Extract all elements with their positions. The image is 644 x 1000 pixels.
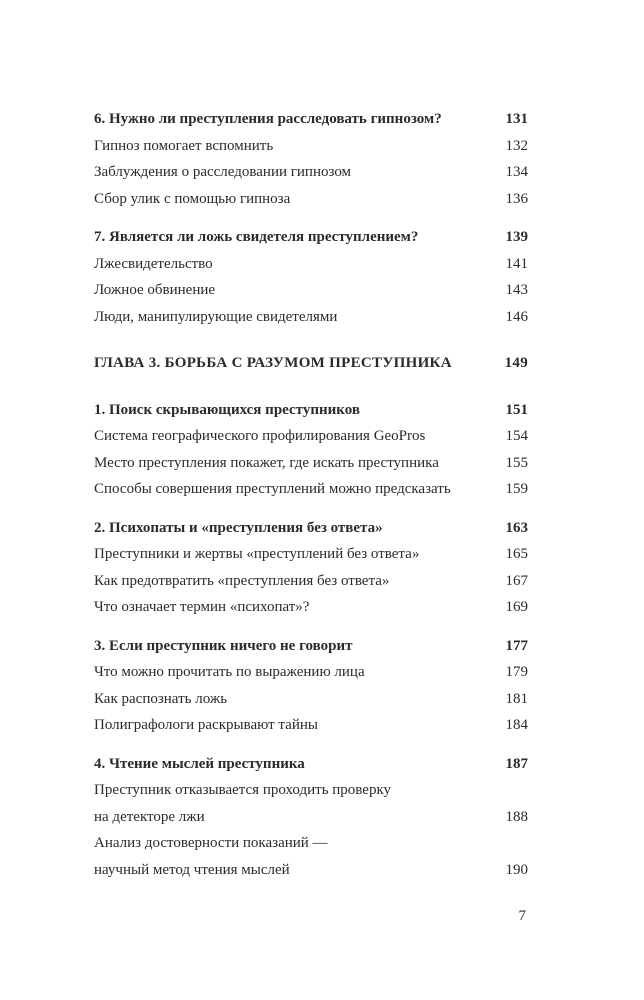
toc-page-number: 136 bbox=[505, 190, 528, 207]
toc-page-number: 149 bbox=[504, 355, 528, 371]
toc-page-number: 190 bbox=[505, 861, 528, 878]
toc-entry bbox=[94, 659, 528, 686]
toc-section-heading bbox=[94, 633, 528, 660]
toc-entry-title: 3. Если преступник ничего не говорит bbox=[94, 637, 353, 654]
toc-page-number: 167 bbox=[505, 572, 528, 589]
toc-page-number: 179 bbox=[505, 664, 528, 680]
toc-page-number: 169 bbox=[505, 599, 528, 615]
toc-section-heading bbox=[94, 397, 528, 424]
toc-entry bbox=[94, 541, 528, 568]
toc-entry bbox=[94, 450, 528, 477]
toc-entry bbox=[94, 568, 528, 595]
toc-section-heading bbox=[94, 106, 528, 133]
toc-entry bbox=[94, 830, 528, 883]
toc-page-number: 188 bbox=[505, 808, 528, 825]
toc-section-heading bbox=[94, 224, 528, 251]
toc-entry bbox=[94, 594, 528, 621]
spacer bbox=[94, 330, 528, 350]
toc-entry-title: Как распознать ложь bbox=[94, 690, 228, 707]
spacer bbox=[94, 377, 528, 397]
toc-page-number: 146 bbox=[505, 308, 528, 325]
toc-entry-title: Как предотвратить «преступления без ответа» bbox=[94, 572, 390, 589]
toc-page-number: 143 bbox=[505, 282, 528, 298]
toc-section-heading bbox=[94, 515, 528, 542]
toc-page-number: 139 bbox=[505, 229, 528, 245]
toc-entry-line: Анализ достоверности показаний — bbox=[94, 835, 328, 851]
toc-entry-title: Способы совершения преступлений можно предсказать bbox=[94, 481, 451, 497]
toc-page-number: 163 bbox=[505, 519, 528, 536]
toc-page-number: 141 bbox=[505, 255, 528, 272]
toc-entry bbox=[94, 304, 528, 331]
toc-entry-title bbox=[94, 777, 498, 830]
toc-entry-title: Сбор улик с помощью гипноза bbox=[94, 190, 291, 207]
toc-entry-title: 7. Является ли ложь свидетеля преступлением? bbox=[94, 229, 419, 245]
toc-page-number: 132 bbox=[505, 137, 528, 154]
toc-entry-title: Место преступления покажет, где искать преступника bbox=[94, 454, 439, 471]
toc-entry-line: Преступник отказывается проходить проверку bbox=[94, 782, 392, 798]
toc-entry-title: Что можно прочитать по выражению лица bbox=[94, 664, 365, 680]
toc-entry bbox=[94, 476, 528, 503]
toc-entry bbox=[94, 777, 528, 830]
toc-entry bbox=[94, 686, 528, 713]
toc-entry bbox=[94, 712, 528, 739]
toc-entry-title: Преступники и жертвы «преступлений без ответа» bbox=[94, 546, 420, 562]
spacer bbox=[94, 621, 528, 633]
toc-page-number: 181 bbox=[505, 690, 528, 707]
toc-page-number: 159 bbox=[505, 481, 528, 497]
toc-entry bbox=[94, 133, 528, 160]
toc-page-number: 151 bbox=[505, 401, 528, 418]
toc-entry-title: 1. Поиск скрывающихся преступников bbox=[94, 401, 360, 418]
toc-page-number: 131 bbox=[505, 111, 528, 127]
toc-entry-title: Люди, манипулирующие свидетелями bbox=[94, 308, 338, 325]
toc-entry-title: ГЛАВА 3. БОРЬБА С РАЗУМОМ ПРЕСТУПНИКА bbox=[94, 355, 452, 371]
toc-entry-title: 6. Нужно ли преступления расследовать гипнозом? bbox=[94, 111, 442, 127]
toc-page-number: 134 bbox=[505, 164, 528, 180]
toc-page-number: 187 bbox=[505, 755, 528, 772]
toc-section-heading bbox=[94, 751, 528, 778]
toc-entry-title: Заблуждения о расследовании гипнозом bbox=[94, 164, 352, 180]
toc-entry bbox=[94, 159, 528, 186]
toc-entry-title: 2. Психопаты и «преступления без ответа» bbox=[94, 519, 383, 536]
spacer bbox=[94, 503, 528, 515]
toc-entry-title: Ложное обвинение bbox=[94, 282, 216, 298]
spacer bbox=[94, 212, 528, 224]
spacer bbox=[94, 739, 528, 751]
toc-entry-title: Система географического профилирования GeoPros bbox=[94, 428, 426, 444]
table-of-contents bbox=[94, 106, 528, 883]
toc-entry-title: 4. Чтение мыслей преступника bbox=[94, 755, 305, 772]
toc-page-number: 155 bbox=[505, 454, 528, 471]
toc-entry-title: Что означает термин «психопат»? bbox=[94, 599, 310, 615]
toc-entry bbox=[94, 423, 528, 450]
toc-page-number: 165 bbox=[505, 546, 528, 562]
toc-page-number: 177 bbox=[505, 637, 528, 654]
toc-entry-title bbox=[94, 830, 498, 883]
toc-page-number: 154 bbox=[505, 428, 528, 444]
toc-chapter-heading bbox=[94, 350, 528, 377]
toc-entry-title: Лжесвидетельство bbox=[94, 255, 213, 272]
toc-entry-title: Полиграфологи раскрывают тайны bbox=[94, 717, 318, 733]
toc-entry-title: Гипноз помогает вспомнить bbox=[94, 137, 274, 154]
toc-entry bbox=[94, 251, 528, 278]
toc-page-number: 184 bbox=[505, 717, 528, 733]
toc-entry bbox=[94, 186, 528, 213]
page-number: 7 bbox=[518, 908, 526, 924]
toc-entry-line: научный метод чтения мыслей bbox=[94, 861, 290, 878]
toc-entry bbox=[94, 277, 528, 304]
toc-entry-line: на детекторе лжи bbox=[94, 808, 205, 825]
